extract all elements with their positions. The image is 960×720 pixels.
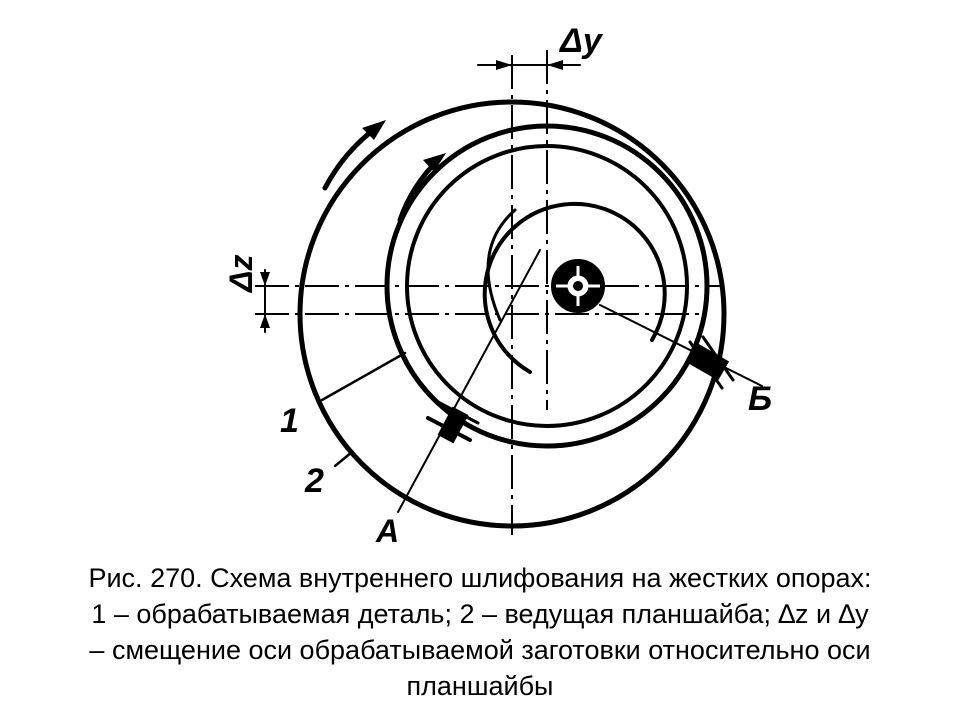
caption-line-3: – смещение оси обрабатываемой заготовки относительно оси (89, 635, 871, 665)
delta-z-dimension (223, 255, 270, 332)
figure-caption (20, 560, 940, 720)
point-a-label: A (376, 513, 400, 549)
caption-line-2: 1 – обрабатываемая деталь; 2 – ведущая планшайба; ∆z и ∆y (91, 599, 869, 629)
caption-line-4: планшайбы (406, 671, 554, 701)
caption-line-1: Рис. 270. Схема внутреннего шлифования на жестких опорах: (88, 563, 872, 593)
center-axes (255, 50, 720, 535)
leader-line-1 (322, 353, 405, 400)
support-a (375, 250, 540, 549)
delta-z-label: Δz (223, 254, 259, 292)
point-b-label: Б (748, 380, 773, 418)
leader-line-2 (335, 452, 352, 466)
delta-y-label: Δy (560, 22, 602, 60)
part-1-label: 1 (280, 402, 299, 440)
delta-y-dimension (478, 22, 604, 70)
grinding-wheel-hub (552, 260, 604, 312)
part-2-label: 2 (305, 462, 324, 500)
